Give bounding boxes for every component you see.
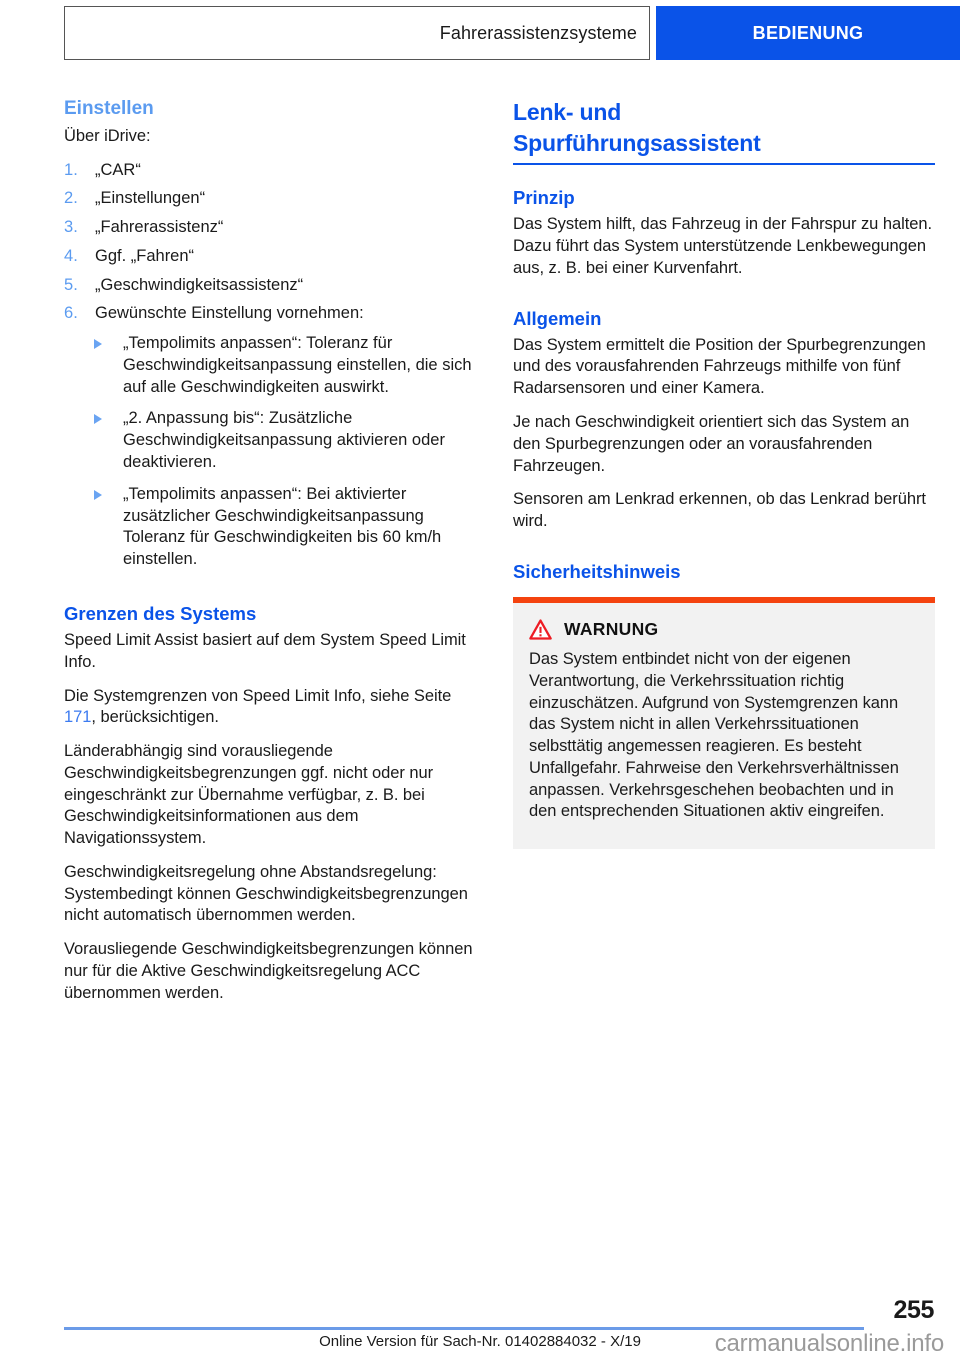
warning-text: Das System entbindet nicht von der eigenen Verantwortung, die Verkehrssituation richtig einzuschätzen. Aufgrund von Systemgrenzen kann das System nicht in allen Verkehrssituationen selbsttätig angemessen reagieren. Es besteht Unfallgefahr. Fahrweise den Verkehrsverhältnissen anpassen. Verkehrsgeschehen beobachten und in den entsprechenden Situationen aktiv eingreifen.	[529, 650, 899, 821]
page-header	[0, 6, 960, 62]
header-title-box	[64, 6, 650, 60]
limits-paragraph-1: Speed Limit Assist basiert auf dem System Speed Limit Info.	[64, 631, 466, 671]
list-item-text: „Tempolimits anpassen“: Toleranz für Geschwindigkeitsanpassung einstellen, die sich auf alle Geschwindigkeiten auswirkt.	[123, 334, 472, 396]
page-number: 255	[893, 1296, 934, 1324]
section-heading-line1: Lenk- und	[513, 99, 622, 125]
heading-allgemein: Allgemein	[513, 307, 602, 329]
prinzip-paragraph: Das System hilft, das Fahrzeug in der Fahrspur zu halten. Dazu führt das System unterstützende Lenkbewegungen aus, z. B. bei einer Kurvenfahrt.	[513, 215, 933, 277]
list-item	[92, 408, 486, 473]
spacer	[513, 545, 935, 561]
warning-header	[529, 619, 919, 640]
list-item: „Geschwindigkeitsassistenz“	[95, 275, 304, 294]
list-item: „CAR“	[95, 160, 141, 179]
section-tab-label: BEDIENUNG	[752, 22, 864, 43]
online-version-note: Online Version für Sach-Nr. 01402884032 - X/19	[319, 1333, 641, 1350]
heading-grenzen-des-systems: Grenzen des Systems	[64, 602, 257, 624]
limits-p2-after: , berücksichtigen.	[91, 708, 219, 727]
limits-paragraph-3: Länderabhängig sind vorausliegende Geschwindigkeitsbegrenzungen ggf. nicht oder nur eingeschränkt zur Übernahme verfügbar, z. B. bei Geschwindigkeitsinformationen aus dem Navigationssystem.	[64, 742, 434, 848]
limits-p2-before: Die Systemgrenzen von Speed Limit Info, siehe Seite	[64, 686, 452, 705]
left-column	[64, 98, 486, 1004]
allgemein-paragraph-3: Sensoren am Lenkrad erkennen, ob das Lenkrad berührt wird.	[513, 490, 926, 531]
idrive-steps-list	[64, 160, 486, 326]
heading-einstellen: Einstellen	[64, 98, 154, 119]
heading-prinzip: Prinzip	[513, 187, 575, 209]
section-heading-line2: Spurführungsassistent	[513, 129, 761, 156]
right-column	[513, 98, 935, 849]
heading-divider	[513, 163, 935, 165]
list-item: „Fahrerassistenz“	[95, 218, 224, 237]
page-reference-link[interactable]: 171	[64, 708, 92, 727]
list-item-text: „2. Anpassung bis“: Zusätzliche Geschwindigkeitsanpassung aktivieren oder deaktivieren.	[123, 409, 445, 471]
settings-sub-bullets	[64, 333, 486, 571]
watermark-text: carmanualsonline.info	[714, 1330, 944, 1357]
list-item: Gewünschte Einstellung vornehmen:	[95, 304, 364, 323]
page-title: Fahrerassistenzsysteme	[439, 22, 637, 43]
list-item-text: „Tempolimits anpassen“: Bei aktivierter zusätzlicher Geschwindigkeitsanpassung Toleranz für Geschwindigkeiten bis 60 km/h einstellen.	[123, 484, 442, 569]
limits-paragraph-2	[64, 686, 486, 730]
warning-box	[513, 597, 935, 849]
spacer	[64, 581, 486, 603]
warning-title: WARNUNG	[564, 619, 659, 640]
triangle-bullet-icon	[94, 490, 102, 500]
limits-paragraph-4: Geschwindigkeitsregelung ohne Abstandsregelung: Systembedingt können Geschwindigkeitsbegrenzungen nicht automatisch übernommen werden.	[64, 862, 468, 925]
warning-triangle-icon	[529, 619, 552, 640]
allgemein-paragraph-1: Das System ermittelt die Position der Spurbegrenzungen und des vorausfahrenden Fahrzeugs mithilfe von fünf Radarsensoren und einer Kamera.	[513, 335, 926, 398]
allgemein-paragraph-2: Je nach Geschwindigkeit orientiert sich das System an den Spurbegrenzungen oder an vorausfahrenden Fahrzeugen.	[513, 413, 910, 475]
list-item: „Einstellungen“	[95, 189, 206, 208]
intro-ueber-idrive: Über iDrive:	[64, 126, 151, 145]
list-item	[92, 484, 486, 571]
limits-paragraph-5: Vorausliegende Geschwindigkeitsbegrenzungen können nur für die Aktive Geschwindigkeitsregelung ACC übernommen werden.	[64, 940, 473, 1002]
triangle-bullet-icon	[94, 414, 102, 424]
spacer	[513, 292, 935, 308]
heading-sicherheitshinweis: Sicherheitshinweis	[513, 560, 681, 582]
list-item	[92, 333, 486, 398]
triangle-bullet-icon	[94, 339, 102, 349]
section-tab-bedienung	[656, 6, 960, 60]
list-item: Ggf. „Fahren“	[95, 246, 195, 265]
